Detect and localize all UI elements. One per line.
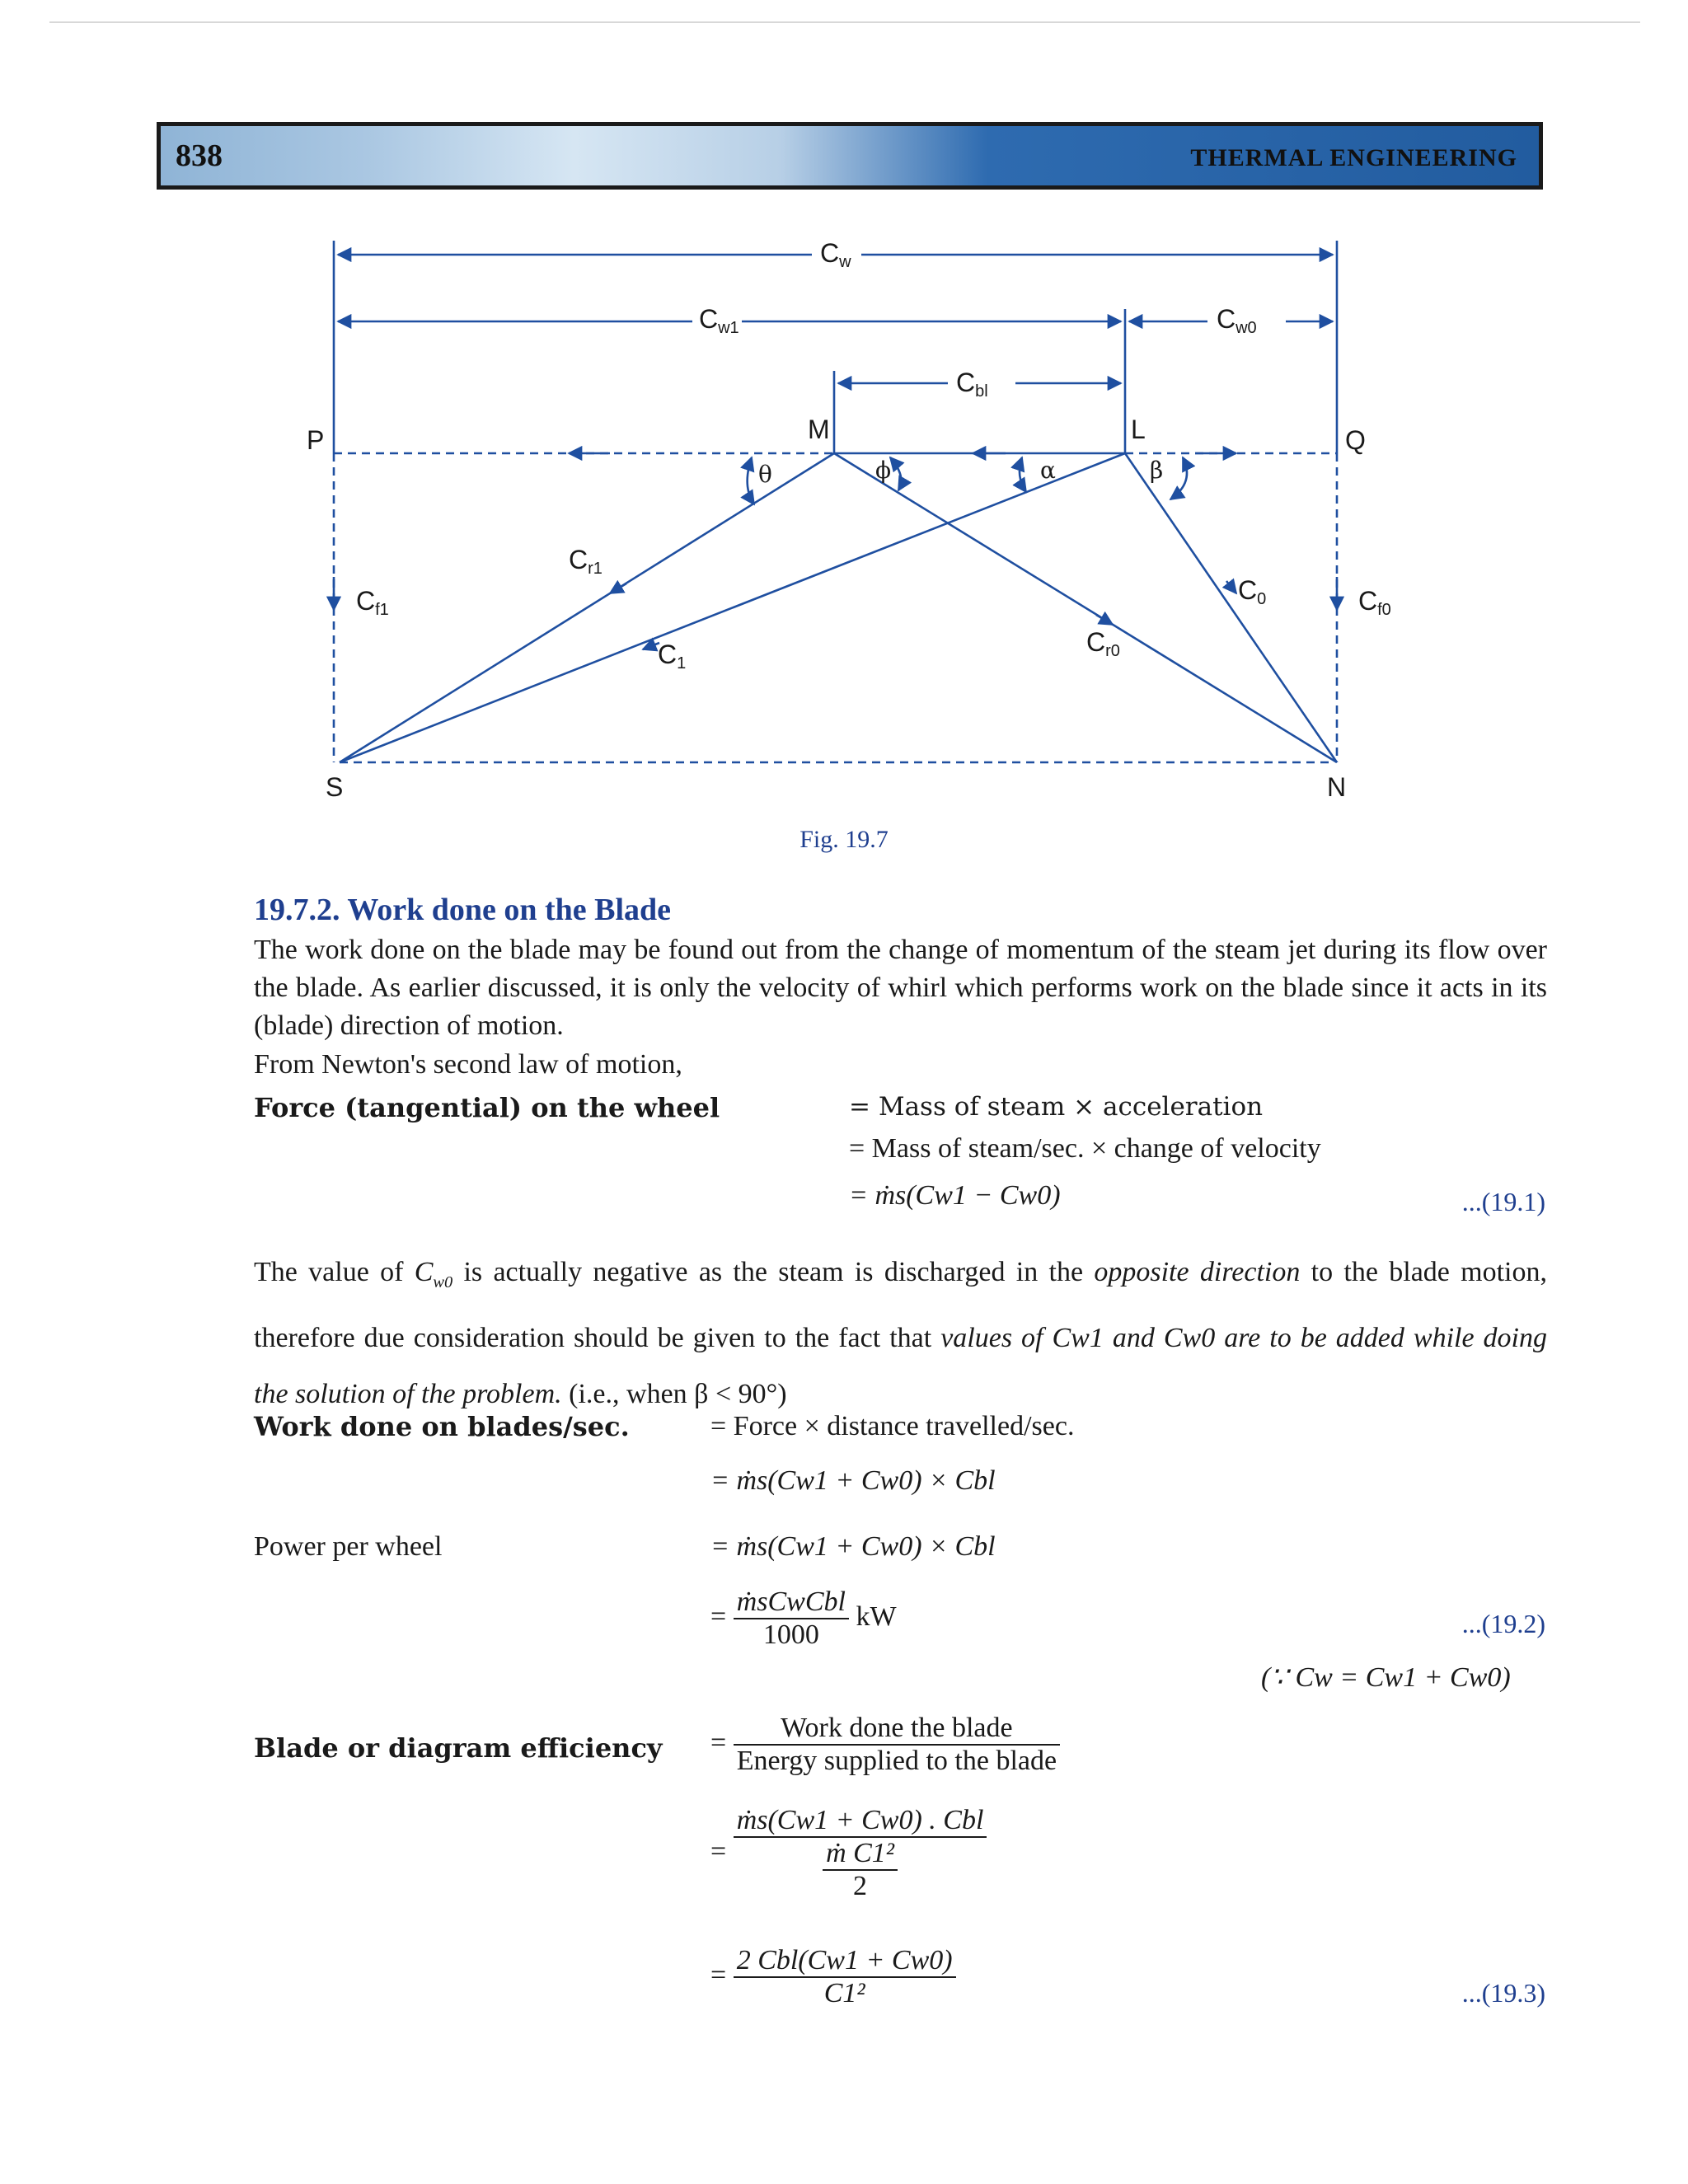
power-equation-2: = $\frac{\text{ṁsCwCbl}}{1000}$ kW: [710, 1586, 897, 1650]
efficiency-label: Blade or diagram efficiency: [254, 1732, 663, 1764]
power-fraction-denominator: 1000: [762, 1619, 819, 1650]
efficiency-equation-3: = $\frac{\text{2 Cbl(Cw1 + Cw0)}}{\text{C1²}}$: [710, 1945, 956, 2009]
c0-arrow: [1226, 581, 1236, 593]
label-cr0: Cr0: [1086, 627, 1120, 660]
value-paragraph-text: The value of $C_{w0}$ is actually negative as the steam is discharged in the opposite direction to the blade motion, therefore due consideration should be given to the fact that values of Cw1 and Cw0 are to be added while doing the solution of the problem. (i.e., when β < 90°): [254, 1257, 1548, 1409]
equation-number-19-2: ...(19.2): [1461, 1609, 1545, 1638]
power-unit: kW: [856, 1601, 897, 1632]
label-c1: C1: [658, 640, 687, 673]
label-beta: β: [1150, 457, 1164, 484]
force-label: Force (tangential) on the wheel: [254, 1092, 720, 1123]
value-paragraph: [158, 1244, 1547, 1422]
power-fraction: [734, 1586, 849, 1651]
efficiency-fraction-1-numerator: Work done the blade: [734, 1713, 1060, 1746]
power-label: Power per wheel: [254, 1531, 443, 1562]
label-cw0: Cw0: [1217, 304, 1257, 337]
efficiency-fraction-2-inner: [823, 1838, 898, 1902]
power-fraction-numerator: ṁsCwCbl: [734, 1586, 849, 1619]
velocity-triangle-diagram: [0, 0, 1688, 824]
work-equation-2: = ṁs(Cw1 + Cw0) × Cbl: [710, 1465, 996, 1496]
point-m: M: [808, 415, 830, 444]
point-p: P: [307, 425, 325, 455]
point-q: Q: [1345, 425, 1366, 455]
section-heading: 19.7.2. Work done on the Blade: [254, 893, 672, 927]
efficiency-fraction-1-denominator: Energy supplied to the blade: [736, 1746, 1057, 1776]
efficiency-fraction-1: [734, 1713, 1060, 1777]
efficiency-fraction-2-denominator: [734, 1838, 987, 1902]
beta-angle-arc: [1170, 457, 1187, 499]
label-theta: θ: [758, 461, 772, 488]
alpha-angle-arc: [1020, 457, 1026, 492]
label-cw1: Cw1: [699, 304, 739, 337]
cr1-arrow: [610, 583, 626, 593]
efficiency-fraction-3: [734, 1945, 956, 2009]
label-cr1: Cr1: [569, 545, 603, 578]
power-equation-1: = ṁs(Cw1 + Cw0) × Cbl: [710, 1531, 996, 1562]
intro-text: The work done on the blade may be found out from the change of momentum of the steam jet during its flow over the blade. As earlier discussed, it is only the velocity of whirl which performs work on the blade since it acts in its (blade) direction of motion.: [254, 935, 1547, 1041]
phi-angle-arc: [890, 457, 901, 490]
figure-caption: Fig. 19.7: [799, 826, 889, 853]
force-equation-2: = Mass of steam/sec. × change of velocity: [849, 1133, 1321, 1164]
absolute-velocity-c1-line: [340, 453, 1125, 762]
label-cbl: Cbl: [956, 368, 988, 401]
c1-arrow: [643, 643, 659, 649]
efficiency-fraction-2: [734, 1805, 987, 1902]
intro-paragraph: [158, 931, 1547, 1045]
label-alpha: α: [1040, 457, 1056, 484]
point-s: S: [326, 772, 344, 802]
label-cw: Cw: [820, 238, 851, 271]
equation-number-19-3: ...(19.3): [1461, 1978, 1545, 2008]
efficiency-fraction-3-denominator: C1²: [823, 1978, 865, 2008]
running-title: THERMAL ENGINEERING: [1190, 144, 1517, 171]
absolute-velocity-c0-line: [1125, 453, 1337, 762]
work-equation-1: = Force × distance travelled/sec.: [710, 1411, 1075, 1441]
efficiency-inner-numerator: ṁ C1²: [823, 1838, 898, 1871]
relative-velocity-cr1-line: [340, 453, 834, 762]
label-phi: ϕ: [875, 457, 892, 484]
efficiency-equation-2: = $\frac{\text{ṁs(Cw1 + Cw0) . Cbl}}{\frac{\text{ṁ C1²}}{2}}$: [710, 1805, 987, 1902]
force-equation-3: = ṁs(Cw1 − Cw0): [849, 1180, 1061, 1211]
efficiency-fraction-2-numerator: ṁs(Cw1 + Cw0) . Cbl: [734, 1805, 987, 1838]
label-c0: C0: [1238, 575, 1267, 608]
label-cf1: Cf1: [356, 586, 389, 619]
efficiency-fraction-3-numerator: 2 Cbl(Cw1 + Cw0): [734, 1945, 956, 1978]
work-label: Work done on blades/sec.: [254, 1411, 630, 1442]
efficiency-equation-1: = $\frac{\text{Work done the blade}}{\text{Energy supplied to the blade}}$: [710, 1713, 1060, 1777]
point-n: N: [1327, 772, 1347, 802]
point-l: L: [1131, 415, 1146, 444]
equation-number-19-1: ...(19.1): [1461, 1187, 1545, 1216]
cr0-arrow: [1096, 615, 1113, 625]
page-number: 838: [176, 138, 223, 173]
force-equation-1: = Mass of steam × acceleration: [849, 1092, 1264, 1122]
label-cf0: Cf0: [1358, 586, 1391, 619]
newton-line: From Newton's second law of motion,: [254, 1049, 682, 1080]
since-note: (∵ Cw = Cw1 + Cw0): [1261, 1662, 1511, 1693]
efficiency-inner-denominator: 2: [853, 1871, 868, 1901]
theta-angle-arc: [748, 457, 754, 504]
